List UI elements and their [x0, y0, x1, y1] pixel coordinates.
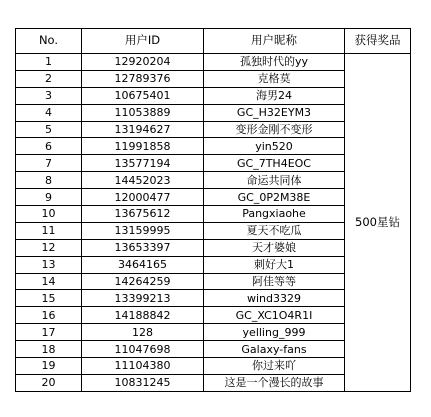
row-no-cell: 14 [16, 273, 82, 290]
row-nickname-cell: Galaxy-fans [204, 341, 345, 358]
winners-table-container [15, 28, 411, 392]
row-nickname-cell: 命运共同体 [204, 172, 345, 189]
row-user-id-cell: 128 [82, 324, 204, 341]
row-user-id-cell: 10675401 [82, 87, 204, 104]
row-no-cell: 13 [16, 256, 82, 273]
header-row [16, 29, 411, 54]
row-nickname-cell: 夏天不吃瓜 [204, 222, 345, 239]
header-no: No. [16, 29, 82, 54]
row-no-cell: 18 [16, 341, 82, 358]
row-nickname-cell: 阿佳等等 [204, 273, 345, 290]
row-nickname-cell: yin520 [204, 138, 345, 155]
row-nickname-cell: 海男24 [204, 87, 345, 104]
row-user-id-cell: 13675612 [82, 206, 204, 223]
row-no-cell: 16 [16, 307, 82, 324]
table-row [16, 54, 411, 71]
table-body [16, 54, 411, 392]
row-nickname-cell: Pangxiaohe [204, 206, 345, 223]
row-user-id-cell: 11053889 [82, 104, 204, 121]
row-nickname-cell: 天才婆娘 [204, 239, 345, 256]
row-user-id-cell: 13159995 [82, 222, 204, 239]
row-nickname-cell: GC_0P2M38E [204, 189, 345, 206]
row-user-id-cell: 11991858 [82, 138, 204, 155]
row-user-id-cell: 12920204 [82, 54, 204, 71]
row-user-id-cell: 11104380 [82, 358, 204, 375]
row-no-cell: 2 [16, 70, 82, 87]
row-no-cell: 3 [16, 87, 82, 104]
row-user-id-cell: 11047698 [82, 341, 204, 358]
row-user-id-cell: 12000477 [82, 189, 204, 206]
header-user-id: 用户ID [82, 29, 204, 54]
row-user-id-cell: 14264259 [82, 273, 204, 290]
row-user-id-cell: 14452023 [82, 172, 204, 189]
header-nickname: 用户昵称 [204, 29, 345, 54]
row-no-cell: 7 [16, 155, 82, 172]
row-no-cell: 1 [16, 54, 82, 71]
row-no-cell: 17 [16, 324, 82, 341]
row-no-cell: 11 [16, 222, 82, 239]
row-user-id-cell: 13653397 [82, 239, 204, 256]
winners-table [15, 28, 411, 392]
row-no-cell: 12 [16, 239, 82, 256]
row-nickname-cell: 克格莫 [204, 70, 345, 87]
row-user-id-cell: 13577194 [82, 155, 204, 172]
row-user-id-cell: 10831245 [82, 374, 204, 391]
row-nickname-cell: 刺好大1 [204, 256, 345, 273]
row-no-cell: 5 [16, 121, 82, 138]
row-no-cell: 20 [16, 374, 82, 391]
row-nickname-cell: yelling_999 [204, 324, 345, 341]
row-no-cell: 6 [16, 138, 82, 155]
row-nickname-cell: 变形金刚不变形 [204, 121, 345, 138]
row-user-id-cell: 13194627 [82, 121, 204, 138]
prize-cell: 500星钻 [345, 54, 411, 392]
row-user-id-cell: 12789376 [82, 70, 204, 87]
row-no-cell: 4 [16, 104, 82, 121]
row-no-cell: 19 [16, 358, 82, 375]
row-user-id-cell: 13399213 [82, 290, 204, 307]
row-nickname-cell: wind3329 [204, 290, 345, 307]
row-nickname-cell: 孤独时代的yy [204, 54, 345, 71]
row-no-cell: 10 [16, 206, 82, 223]
row-nickname-cell: GC_XC1O4R1I [204, 307, 345, 324]
row-no-cell: 15 [16, 290, 82, 307]
row-user-id-cell: 3464165 [82, 256, 204, 273]
row-nickname-cell: 你过来吖 [204, 358, 345, 375]
row-nickname-cell: GC_7TH4EOC [204, 155, 345, 172]
row-no-cell: 8 [16, 172, 82, 189]
row-nickname-cell: GC_H32EYM3 [204, 104, 345, 121]
table-header [16, 29, 411, 54]
header-prize: 获得奖品 [345, 29, 411, 54]
row-no-cell: 9 [16, 189, 82, 206]
row-user-id-cell: 14188842 [82, 307, 204, 324]
row-nickname-cell: 这是一个漫长的故事 [204, 374, 345, 391]
